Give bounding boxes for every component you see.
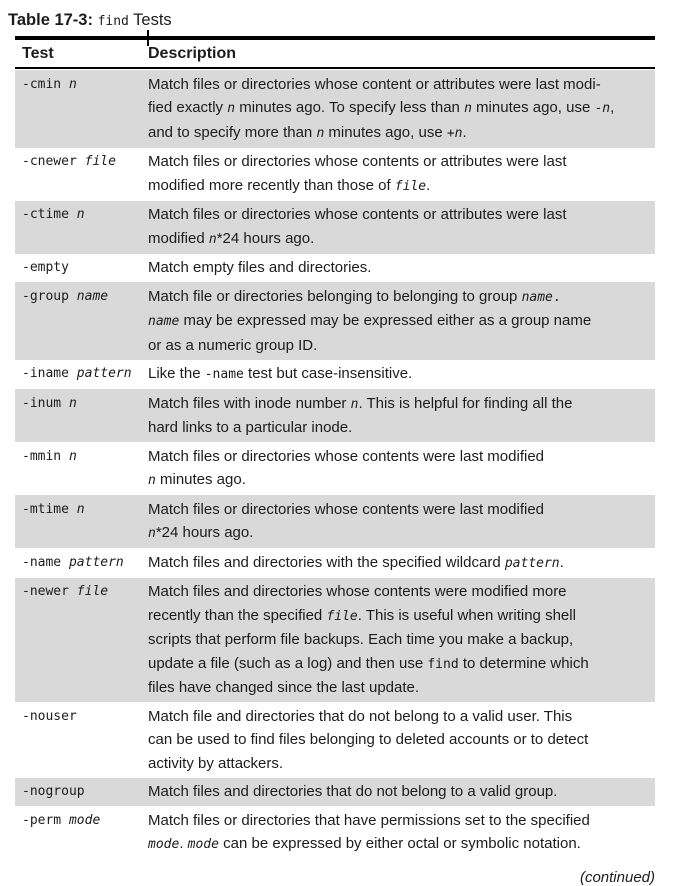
description-cell xyxy=(148,256,655,280)
text-segment: n xyxy=(148,526,156,541)
description-cell xyxy=(148,203,655,251)
description-cell xyxy=(148,580,655,700)
test-cell xyxy=(15,551,148,576)
continued-note: (continued) xyxy=(579,869,655,886)
text-segment: can be used to find files belonging to deleted accounts or to detect xyxy=(148,731,589,748)
table-row xyxy=(15,389,655,442)
test-cell xyxy=(15,362,148,387)
header-bottom-rule xyxy=(15,67,655,70)
description-cell xyxy=(148,551,655,576)
text-segment: Match file and directories that do not belong to a valid user. This xyxy=(148,707,573,725)
test-cell xyxy=(15,203,148,251)
table-row xyxy=(15,70,655,148)
description-cell xyxy=(148,445,655,493)
text-segment: Table 17-3: xyxy=(8,11,98,29)
table-row xyxy=(15,702,655,778)
text-segment: n xyxy=(454,125,463,141)
text-segment: -mmin xyxy=(22,448,69,464)
description-line xyxy=(148,551,651,576)
text-segment: - xyxy=(594,101,603,116)
description-line xyxy=(148,416,651,440)
text-segment: pattern xyxy=(76,366,132,381)
description-line xyxy=(148,832,651,857)
test-cell xyxy=(15,285,148,358)
text-segment: Match files or directories whose content or attributes were last modi- xyxy=(148,75,601,93)
text-segment: n xyxy=(148,473,156,488)
text-segment: *24 hours ago. xyxy=(216,229,315,247)
text-segment: n xyxy=(602,101,611,116)
text-segment: test but case-insensitive. xyxy=(243,365,413,382)
table-caption xyxy=(0,0,673,33)
table-row xyxy=(15,360,655,390)
text-segment: Match files with inode number xyxy=(148,394,351,412)
table-top-rule xyxy=(15,36,655,40)
description-line xyxy=(148,652,651,677)
description-line xyxy=(148,752,651,776)
text-segment: may be expressed may be expressed either as a group name xyxy=(179,312,592,329)
text-segment: -empty xyxy=(22,260,69,275)
table-row xyxy=(15,806,655,859)
description-line xyxy=(148,604,651,629)
text-segment: n xyxy=(227,101,236,116)
description-line xyxy=(148,468,651,493)
description-cell xyxy=(148,150,655,198)
description-line xyxy=(148,809,651,833)
text-segment: n xyxy=(68,448,77,464)
text-segment: mode xyxy=(187,837,219,852)
description-cell xyxy=(148,780,655,804)
text-segment: minutes ago. To specify less than xyxy=(235,99,465,116)
description-line xyxy=(148,121,651,146)
text-segment: name xyxy=(521,289,553,305)
description-line xyxy=(148,728,651,752)
test-cell xyxy=(15,809,148,857)
table-row xyxy=(15,548,655,578)
table-row xyxy=(15,495,655,548)
text-segment: Like the xyxy=(148,365,205,382)
test-cell xyxy=(15,498,148,546)
test-cell xyxy=(15,705,148,776)
text-segment: -group xyxy=(22,288,77,304)
table-row xyxy=(15,778,655,807)
table-row xyxy=(15,148,655,201)
text-segment: recently than the specified xyxy=(148,606,327,624)
text-segment: n xyxy=(316,125,325,141)
text-segment: -mtime xyxy=(22,501,77,517)
text-segment: -newer xyxy=(22,584,77,599)
description-line xyxy=(148,285,651,310)
text-segment: n xyxy=(76,207,85,222)
description-line xyxy=(148,150,651,174)
text-segment: n xyxy=(350,396,359,412)
text-segment: minutes ago, use xyxy=(471,99,595,116)
text-segment: Match files and directories whose contents were modified more xyxy=(148,583,567,600)
description-line xyxy=(148,203,651,227)
test-cell xyxy=(15,256,148,280)
text-segment: can be expressed by either octal or symbolic notation. xyxy=(218,835,581,852)
text-segment: hard links to a particular inode. xyxy=(148,419,353,436)
description-cell xyxy=(148,362,655,387)
column-divider-tick xyxy=(147,30,149,46)
text-segment: -perm xyxy=(22,812,69,828)
text-segment: , xyxy=(610,99,615,116)
text-segment: Match files and directories that do not belong to a valid group. xyxy=(148,783,558,800)
text-segment: Match files or directories whose contents or attributes were last xyxy=(148,206,567,223)
description-line xyxy=(148,96,651,121)
description-cell xyxy=(148,705,655,776)
text-segment: -name xyxy=(204,367,244,382)
text-segment: . xyxy=(179,835,188,852)
text-segment: and to specify more than xyxy=(148,123,317,141)
text-segment: minutes ago. xyxy=(155,471,246,488)
text-segment: n xyxy=(68,76,77,92)
text-segment: -cmin xyxy=(22,76,69,92)
column-header-test: Test xyxy=(22,44,54,62)
description-line xyxy=(148,227,651,252)
table-row xyxy=(15,578,655,703)
text-segment: pattern xyxy=(68,554,124,570)
description-line xyxy=(148,174,651,199)
description-cell xyxy=(148,285,655,358)
table-row xyxy=(15,254,655,283)
text-segment: -name xyxy=(22,554,69,570)
text-segment: file xyxy=(394,178,427,194)
text-segment: + xyxy=(446,125,455,141)
test-cell xyxy=(15,445,148,493)
text-segment: -cnewer xyxy=(22,154,85,169)
test-cell xyxy=(15,780,148,804)
text-segment: minutes ago, use xyxy=(324,123,447,141)
text-segment: name xyxy=(76,288,109,304)
text-segment: Match empty files and directories. xyxy=(148,259,372,276)
description-line xyxy=(148,445,651,469)
description-cell xyxy=(148,809,655,857)
text-segment: Match files or directories whose contents were last modified xyxy=(148,500,545,518)
text-segment: file xyxy=(76,584,109,599)
description-line xyxy=(148,498,651,522)
description-line xyxy=(148,521,651,546)
text-segment: fied exactly xyxy=(148,99,228,116)
text-segment: file xyxy=(326,608,358,624)
description-line xyxy=(148,628,651,652)
description-cell xyxy=(148,392,655,440)
text-segment: modified xyxy=(148,229,209,247)
text-segment: update a file (such as a log) and then use xyxy=(148,654,428,672)
text-segment: files have changed since the last update. xyxy=(148,679,420,696)
text-segment: n xyxy=(208,231,217,247)
text-segment: . This is useful when writing shell xyxy=(357,606,576,624)
table-body xyxy=(15,70,655,859)
text-segment: scripts that perform file backups. Each time you make a backup, xyxy=(148,631,574,648)
text-segment: . This is helpful for finding all the xyxy=(358,394,573,412)
text-segment: Match files or directories whose contents were last modified xyxy=(148,447,545,465)
table-row xyxy=(15,442,655,495)
text-segment: find xyxy=(427,656,459,672)
text-segment: Match files or directories whose contents or attributes were last xyxy=(148,153,567,170)
description-line xyxy=(148,334,651,358)
table-row xyxy=(15,282,655,360)
text-segment: to determine which xyxy=(458,654,589,672)
text-segment: mode xyxy=(148,837,180,852)
text-segment: modified more recently than those of xyxy=(148,176,395,194)
test-cell xyxy=(15,392,148,440)
text-segment: . xyxy=(462,123,467,141)
text-segment: n xyxy=(68,395,77,411)
text-segment: Match files and directories with the specified wildcard xyxy=(148,553,505,571)
test-cell xyxy=(15,73,148,146)
description-line xyxy=(148,309,651,334)
text-segment: n xyxy=(464,101,472,116)
text-segment: file xyxy=(84,154,116,169)
text-segment: -iname xyxy=(22,366,77,381)
text-segment: -ctime xyxy=(22,207,77,222)
text-segment: -nogroup xyxy=(22,784,85,799)
description-line xyxy=(148,73,651,97)
test-cell xyxy=(15,150,148,198)
description-line xyxy=(148,362,651,387)
text-segment: -nouser xyxy=(22,708,77,724)
description-line xyxy=(148,780,651,804)
column-header-description: Description xyxy=(148,44,237,62)
text-segment: mode xyxy=(68,812,101,828)
description-line xyxy=(148,676,651,700)
text-segment: n xyxy=(76,501,85,517)
table-row xyxy=(15,201,655,254)
text-segment: *24 hours ago. xyxy=(155,524,254,541)
text-segment: or as a numeric group ID. xyxy=(148,336,318,354)
text-segment: . xyxy=(426,176,431,194)
find-tests-table xyxy=(15,36,655,859)
description-line xyxy=(148,580,651,604)
text-segment: . xyxy=(559,553,564,571)
text-segment: find xyxy=(97,14,129,29)
table-header-row xyxy=(15,40,655,67)
text-segment: activity by attackers. xyxy=(148,754,284,772)
text-segment: . xyxy=(552,289,561,305)
text-segment: name xyxy=(148,314,180,329)
text-segment: -inum xyxy=(22,395,69,411)
description-line xyxy=(148,392,651,417)
description-line xyxy=(148,256,651,280)
text-segment: pattern xyxy=(504,555,560,571)
description-line xyxy=(148,705,651,729)
description-cell xyxy=(148,498,655,546)
test-cell xyxy=(15,580,148,700)
text-segment: Match file or directories belonging to belonging to group xyxy=(148,287,522,305)
text-segment: Match files or directories that have permissions set to the specified xyxy=(148,811,590,829)
text-segment: Tests xyxy=(128,11,172,29)
description-cell xyxy=(148,73,655,146)
